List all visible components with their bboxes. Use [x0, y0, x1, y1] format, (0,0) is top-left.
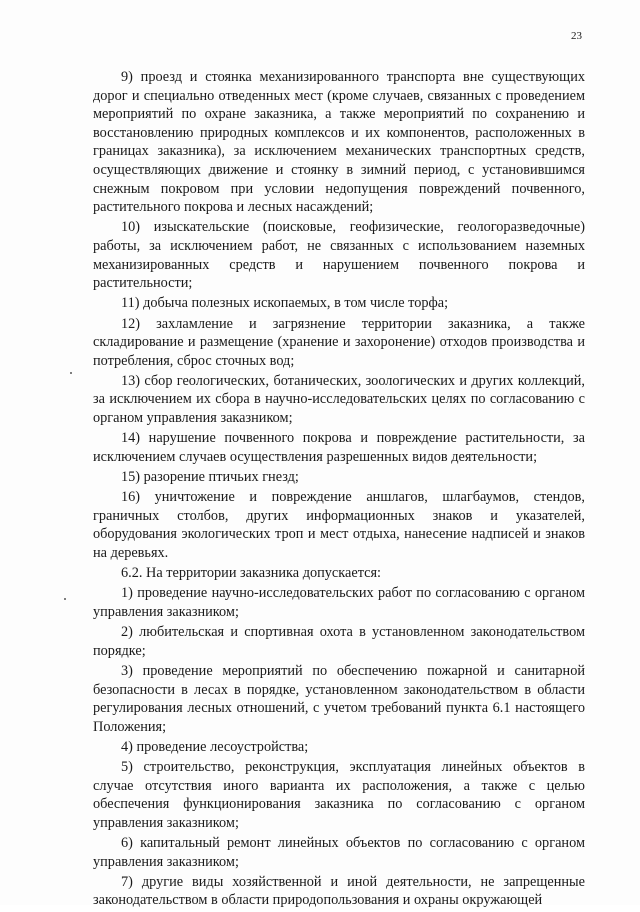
- allowed-item-1: 1) проведение научно-исследовательских работ по согласованию с органом управления заказником;: [93, 585, 585, 620]
- scan-speck: [64, 598, 66, 600]
- paragraph-item-12: 12) захламление и загрязнение территории заказника, а также складирование и размещение (хранение и захоронение) отходов производства и потребления, сброс сточных вод;: [93, 315, 585, 369]
- allowed-item-4: 4) проведение лесоустройства;: [121, 738, 309, 755]
- page-number: 23: [571, 30, 582, 42]
- paragraph-item-14: 14) нарушение почвенного покрова и повреждение растительности, за исключением случаев осуществления разрешенных видов деятельности;: [93, 430, 585, 465]
- allowed-item-7: 7) другие виды хозяйственной и иной деятельности, не запрещенные законодательством в области природопользования и охраны окружающей: [93, 873, 585, 909]
- document-body: [93, 68, 585, 912]
- allowed-item-6: 6) капитальный ремонт линейных объектов по согласованию с органом управления заказником;: [93, 835, 585, 870]
- section-heading-6-2: 6.2. На территории заказника допускается:: [121, 565, 382, 582]
- paragraph-item-13: 13) сбор геологических, ботанических, зоологических и других коллекций, за исключением их сбора в научно-исследовательских целях по согласованию с органом управления заказником;: [93, 372, 585, 427]
- paragraph-item-16: 16) уничтожение и повреждение аншлагов, шлагбаумов, стендов, граничных столбов, других информационных знаков и указателей, оборудования экологических троп и мест отдыха, нанесение надписей и знаков на деревьях.: [93, 489, 585, 561]
- allowed-item-3: 3) проведение мероприятий по обеспечению пожарной и санитарной безопасности в лесах в порядке, установленном законодательством в области регулирования лесных отношений, с учетом требований пункта 6.1 настоящего Положения;: [93, 662, 585, 735]
- scan-speck: [70, 372, 72, 374]
- paragraph-item-10: 10) изыскательские (поисковые, геофизические, геологоразведочные) работы, за исключением работ, не связанных с использованием наземных механизированных средств и нарушением почвенного покрова и растительности;: [93, 219, 585, 292]
- allowed-item-2: 2) любительская и спортивная охота в установленном законодательством порядке;: [93, 624, 585, 659]
- paragraph-item-11: 11) добыча полезных ископаемых, в том числе торфа;: [121, 295, 449, 312]
- allowed-item-5: 5) строительство, реконструкция, эксплуатация линейных объектов в случае отсутствия иного варианта их расположения, а также с целью обеспечения функционирования заказника по согласованию с органом управления заказником;: [93, 759, 585, 831]
- paragraph-item-15: 15) разорение птичьих гнезд;: [121, 469, 299, 486]
- paragraph-item-9: 9) проезд и стоянка механизированного транспорта вне существующих дорог и специально отведенных мест (кроме случаев, связанных с проведением мероприятий по охране заказника, а также мероприятий по сохранению и восстановлению природных комплексов и их компонентов, расположенных в границах заказника), за исключением механических транспортных средств, осуществляющих движение и стоянку в зимний период, с установившимся снежным покровом при условии недопущения повреждений почвенного, растительного покрова и лесных насаждений;: [93, 69, 585, 216]
